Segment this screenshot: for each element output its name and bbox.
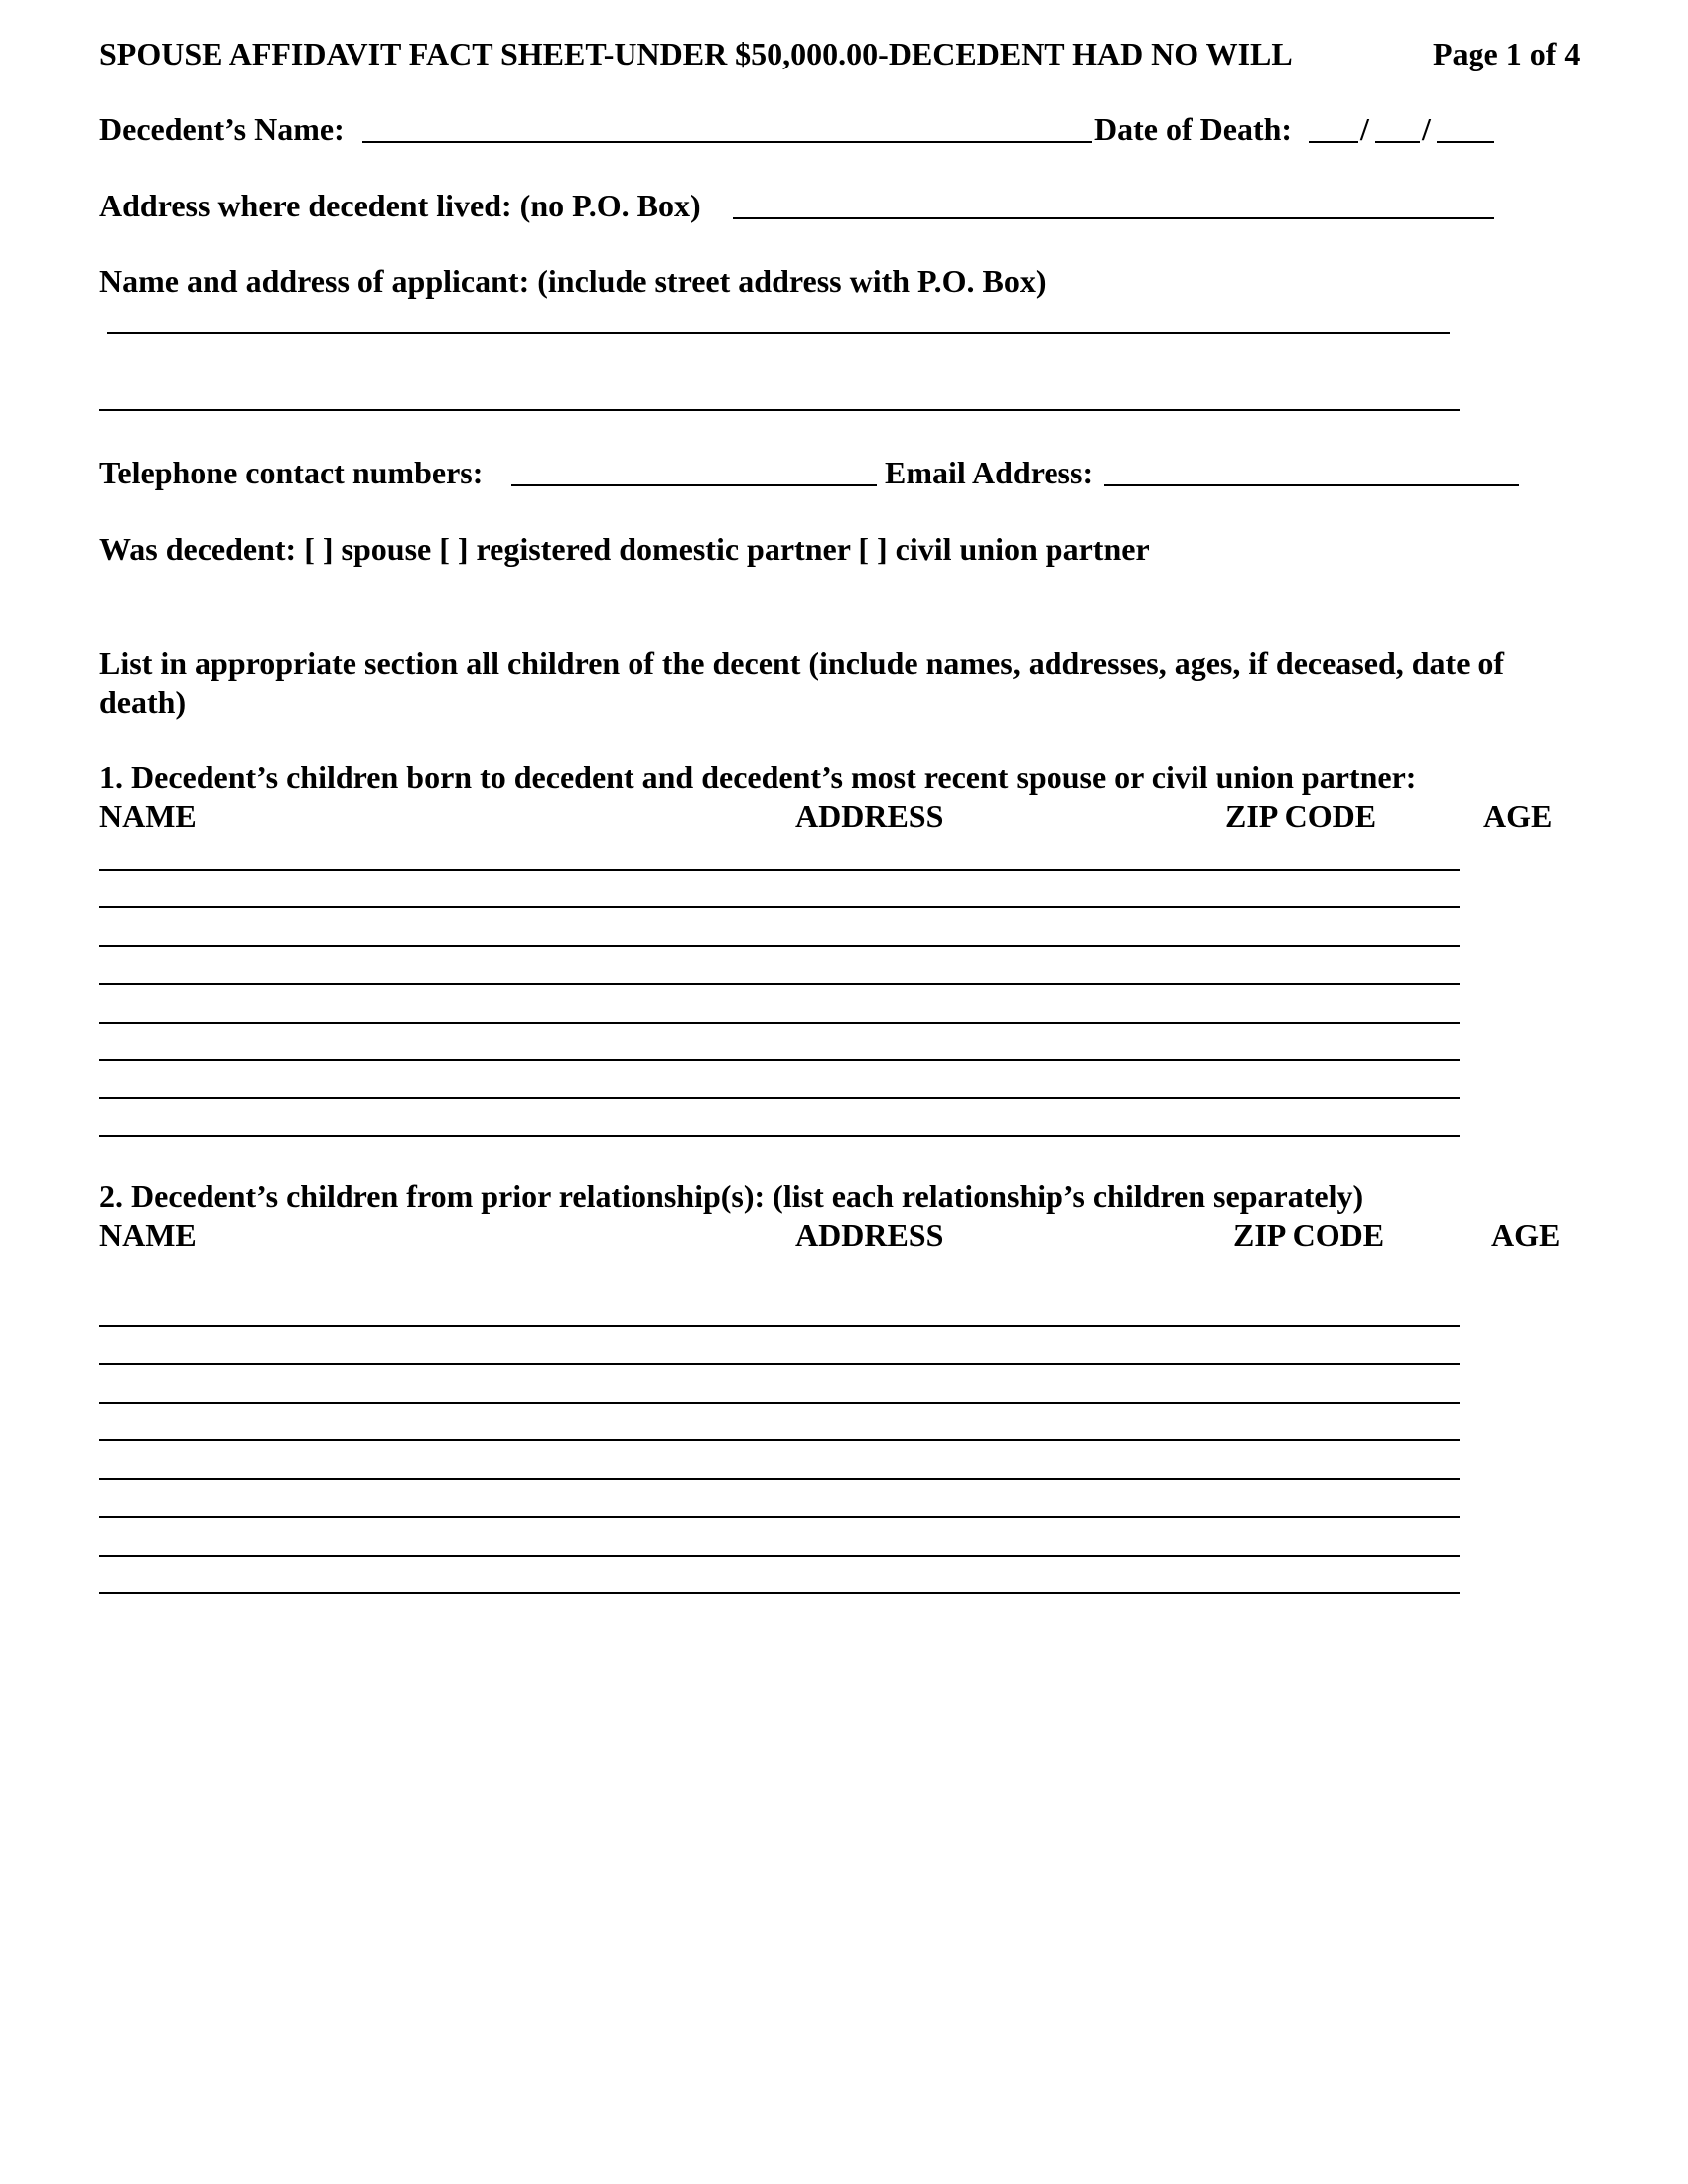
instructions-line-1: List in appropriate section all children of the decent (include names, addresses, ages, if deceased, date of: [99, 645, 1505, 681]
section2-row-line[interactable]: [99, 1402, 1460, 1404]
section1-row-line[interactable]: [99, 869, 1460, 871]
telephone-field[interactable]: [511, 484, 877, 486]
section2-row-line[interactable]: [99, 1592, 1460, 1594]
section1-row-line[interactable]: [99, 983, 1460, 985]
applicant-line-2[interactable]: [99, 409, 1460, 411]
section2-col-address: ADDRESS: [795, 1217, 944, 1253]
section1-row-line[interactable]: [99, 1022, 1460, 1024]
section1-row-line[interactable]: [99, 906, 1460, 908]
decedent-name-field[interactable]: [362, 141, 1092, 143]
address-lived-label: Address where decedent lived: (no P.O. Box): [99, 188, 701, 223]
section1-col-age: AGE: [1483, 798, 1553, 834]
section1-row-line[interactable]: [99, 945, 1460, 947]
instructions-line-2: death): [99, 684, 187, 720]
decedent-name-label: Decedent’s Name:: [99, 111, 345, 147]
applicant-line-1[interactable]: [107, 332, 1450, 334]
section2-col-name: NAME: [99, 1217, 197, 1253]
section1-row-line[interactable]: [99, 1135, 1460, 1137]
date-separator: /: [1422, 111, 1431, 147]
section2-row-line[interactable]: [99, 1325, 1460, 1327]
address-lived-field[interactable]: [733, 217, 1494, 219]
death-day-field[interactable]: [1375, 141, 1420, 143]
section2-row-line[interactable]: [99, 1555, 1460, 1557]
form-title: SPOUSE AFFIDAVIT FACT SHEET-UNDER $50,000.00-DECEDENT HAD NO WILL: [99, 36, 1293, 71]
section2-row-line[interactable]: [99, 1439, 1460, 1441]
section2-row-line[interactable]: [99, 1478, 1460, 1480]
date-of-death-label: Date of Death:: [1094, 111, 1293, 147]
applicant-label: Name and address of applicant: (include street address with P.O. Box): [99, 263, 1047, 299]
page-number: Page 1 of 4: [1433, 36, 1581, 71]
section1-heading: 1. Decedent’s children born to decedent and decedent’s most recent spouse or civil union partner:: [99, 759, 1417, 795]
death-year-field[interactable]: [1437, 141, 1494, 143]
section1-col-name: NAME: [99, 798, 197, 834]
telephone-label: Telephone contact numbers:: [99, 455, 484, 490]
section1-col-zip: ZIP CODE: [1225, 798, 1377, 834]
relationship-checkboxes[interactable]: Was decedent: [ ] spouse [ ] registered domestic partner [ ] civil union partner: [99, 531, 1150, 567]
email-field[interactable]: [1104, 484, 1519, 486]
section2-row-line[interactable]: [99, 1363, 1460, 1365]
section1-col-address: ADDRESS: [795, 798, 944, 834]
section2-heading: 2. Decedent’s children from prior relationship(s): (list each relationship’s children separately): [99, 1178, 1364, 1214]
death-month-field[interactable]: [1309, 141, 1358, 143]
section2-row-line[interactable]: [99, 1516, 1460, 1518]
section1-row-line[interactable]: [99, 1059, 1460, 1061]
section1-row-line[interactable]: [99, 1097, 1460, 1099]
section2-col-age: AGE: [1491, 1217, 1561, 1253]
section2-col-zip: ZIP CODE: [1233, 1217, 1385, 1253]
date-separator: /: [1360, 111, 1369, 147]
email-label: Email Address:: [885, 455, 1094, 490]
